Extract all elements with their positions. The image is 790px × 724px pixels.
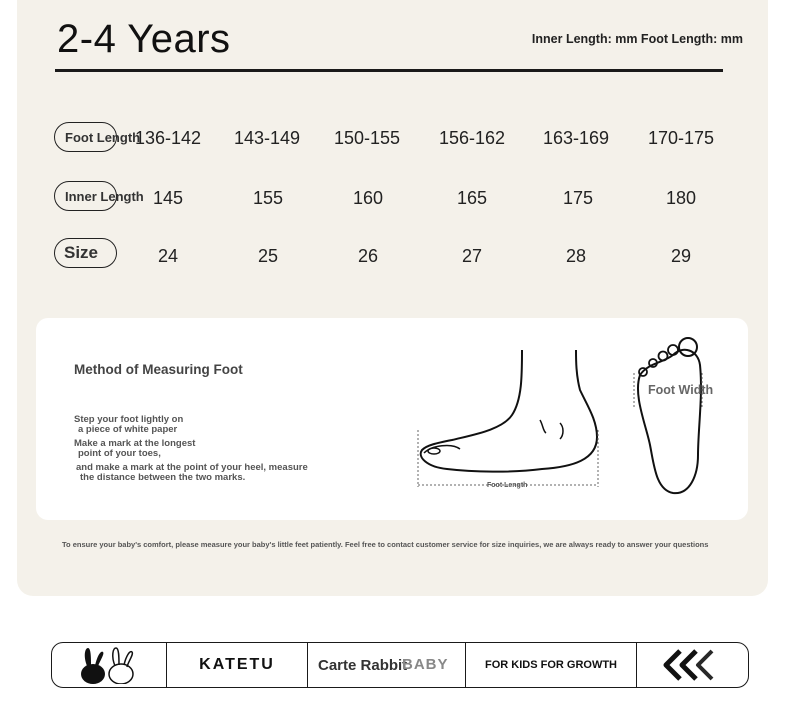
units-note: Inner Length: mm Foot Length: mm	[531, 32, 743, 46]
care-note: To ensure your baby's comfort, please measure your baby's little feet patiently. Feel free to contact customer service for size inquiries, we are always ready to answer your questions	[62, 540, 709, 549]
size-cell: 29	[670, 246, 692, 266]
carte-rabbit-cell	[308, 643, 466, 687]
katetu-logo: KATETU	[199, 656, 275, 673]
title-divider	[55, 69, 723, 72]
inner-length-cell: 180	[665, 188, 697, 208]
row-label-foot-length: Foot Length	[54, 122, 117, 152]
foot-length-cell: 170-175	[647, 128, 715, 148]
slogan: FOR KIDS FOR GROWTH	[485, 659, 617, 671]
foot-length-label: Foot Length	[487, 482, 528, 489]
row-label-inner-length: Inner Length	[54, 181, 117, 211]
carte-rabbit-logo: Carte Rabbit	[318, 656, 408, 674]
size-cell: 25	[257, 246, 279, 266]
baby-logo: BABY	[402, 656, 449, 673]
foot-length-cell: 150-155	[333, 128, 401, 148]
foot-width-label: Foot Width	[648, 383, 714, 397]
method-step: point of your toes,	[78, 448, 161, 459]
foot-length-cell: 143-149	[233, 128, 301, 148]
inner-length-cell: 175	[562, 188, 594, 208]
size-cell: 24	[157, 246, 179, 266]
inner-length-cell: 155	[252, 188, 284, 208]
size-cell: 28	[565, 246, 587, 266]
katetu-cell	[167, 643, 308, 687]
rabbit-logo-cell	[52, 643, 167, 687]
inner-length-cell: 145	[152, 188, 184, 208]
chevrons-cell	[637, 643, 748, 687]
inner-length-cell: 165	[456, 188, 488, 208]
page-title: 2-4 Years	[57, 17, 231, 61]
slogan-cell	[466, 643, 637, 687]
method-title: Method of Measuring Foot	[74, 362, 243, 377]
row-label-size: Size	[54, 238, 117, 268]
method-step: a piece of white paper	[78, 424, 178, 435]
foot-length-cell: 156-162	[438, 128, 506, 148]
foot-sole-illustration	[628, 335, 708, 500]
foot-length-cell: 136-142	[134, 128, 202, 148]
inner-length-cell: 160	[352, 188, 384, 208]
method-step: and make a mark at the point of your heel, measure	[76, 462, 308, 473]
chevrons-left-icon	[662, 649, 724, 681]
rabbit-icon	[77, 646, 141, 684]
foot-length-cell: 163-169	[542, 128, 610, 148]
foot-side-illustration	[412, 345, 612, 495]
method-step: Step your foot lightly on	[74, 414, 184, 425]
size-cell: 27	[461, 246, 483, 266]
size-cell: 26	[357, 246, 379, 266]
method-step: the distance between the two marks.	[80, 472, 246, 483]
brand-footer	[51, 642, 749, 688]
method-step: Make a mark at the longest	[74, 438, 196, 449]
